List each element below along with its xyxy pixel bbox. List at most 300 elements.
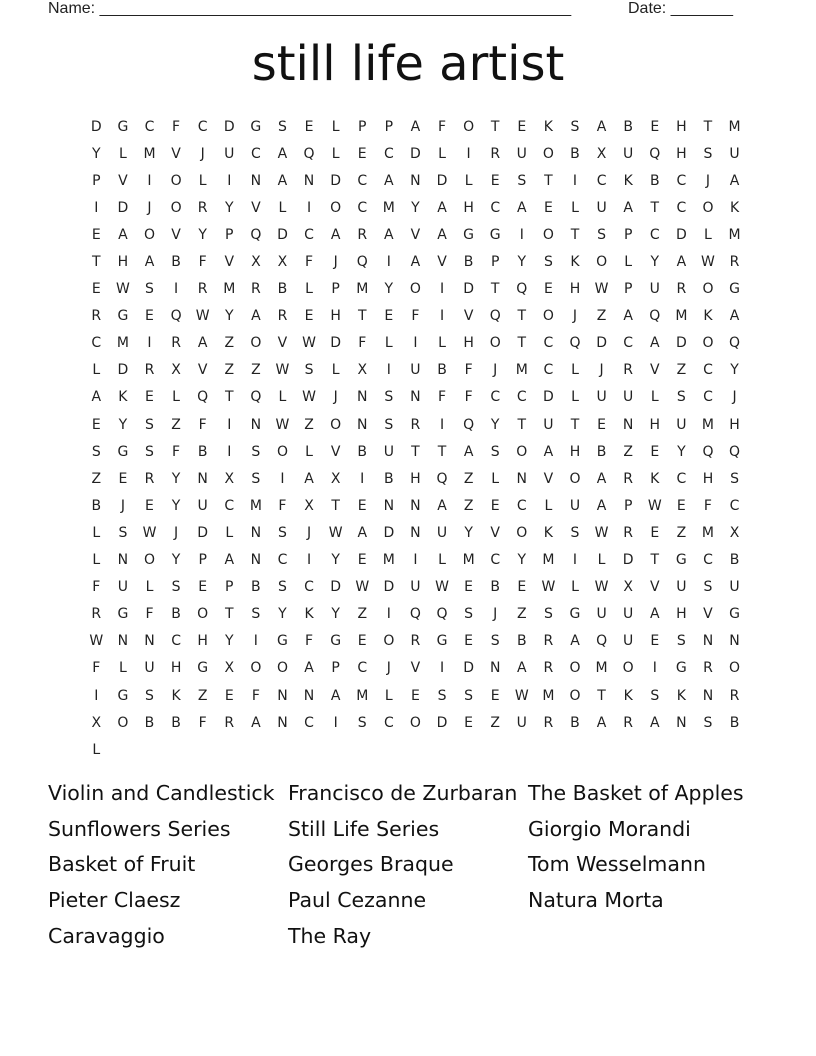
grid-letter[interactable]: J — [333, 254, 338, 271]
grid-letter[interactable]: O — [463, 118, 475, 135]
grid-letter[interactable]: O — [542, 145, 554, 162]
grid-letter[interactable]: M — [701, 416, 714, 433]
grid-letter[interactable]: J — [732, 389, 737, 406]
grid-letter[interactable]: S — [437, 687, 447, 704]
grid-letter[interactable]: H — [676, 145, 687, 162]
grid-letter[interactable]: L — [305, 443, 313, 460]
grid-letter[interactable]: P — [225, 579, 234, 596]
grid-letter[interactable]: D — [277, 226, 288, 243]
grid-letter[interactable]: K — [543, 118, 553, 135]
grid-letter[interactable]: E — [650, 524, 660, 541]
grid-letter[interactable]: U — [596, 389, 607, 406]
grid-letter[interactable]: M — [515, 362, 528, 379]
grid-letter[interactable]: E — [145, 497, 154, 514]
grid-letter[interactable]: K — [570, 254, 580, 271]
grid-letter[interactable]: Y — [118, 416, 128, 433]
grid-letter[interactable]: E — [145, 308, 154, 325]
grid-letter[interactable]: C — [171, 633, 181, 650]
grid-letter[interactable]: M — [728, 226, 741, 243]
grid-letter[interactable]: B — [197, 443, 208, 460]
grid-letter[interactable]: B — [570, 145, 580, 162]
grid-letter[interactable]: X — [171, 362, 181, 379]
grid-letter[interactable]: D — [223, 118, 235, 135]
grid-letter[interactable]: W — [701, 254, 715, 271]
grid-letter[interactable]: S — [384, 389, 394, 406]
grid-letter[interactable]: O — [702, 281, 714, 298]
grid-letter[interactable]: C — [703, 552, 713, 569]
grid-letter[interactable]: Y — [224, 633, 234, 650]
grid-letter[interactable]: A — [676, 254, 687, 271]
grid-letter[interactable]: L — [571, 362, 579, 379]
grid-letter[interactable]: C — [357, 660, 368, 677]
grid-letter[interactable]: L — [464, 172, 473, 189]
grid-letter[interactable]: Y — [730, 362, 739, 379]
grid-letter[interactable]: U — [516, 714, 527, 731]
grid-letter[interactable]: C — [277, 552, 288, 569]
grid-letter[interactable]: W — [594, 524, 609, 541]
grid-letter[interactable]: I — [572, 552, 578, 569]
grid-letter[interactable]: P — [358, 118, 367, 135]
grid-letter[interactable]: N — [117, 552, 129, 569]
grid-letter[interactable]: E — [224, 687, 234, 704]
grid-letter[interactable]: B — [171, 714, 181, 731]
grid-letter[interactable]: C — [516, 389, 527, 406]
grid-letter[interactable]: L — [278, 199, 287, 216]
grid-letter[interactable]: L — [198, 172, 207, 189]
grid-letter[interactable]: R — [171, 335, 181, 352]
grid-letter[interactable]: R — [729, 254, 740, 271]
grid-letter[interactable]: R — [197, 281, 208, 298]
grid-letter[interactable]: A — [330, 687, 341, 704]
grid-letter[interactable]: A — [197, 335, 208, 352]
grid-letter[interactable]: B — [437, 362, 447, 379]
grid-letter[interactable]: Y — [517, 254, 527, 271]
grid-letter[interactable]: C — [649, 226, 660, 243]
grid-letter[interactable]: V — [703, 606, 713, 623]
grid-letter[interactable]: F — [305, 254, 314, 271]
grid-letter[interactable]: P — [331, 281, 340, 298]
grid-letter[interactable]: U — [623, 389, 634, 406]
grid-letter[interactable]: Y — [92, 145, 101, 162]
grid-letter[interactable]: U — [676, 579, 687, 596]
grid-letter[interactable]: P — [92, 172, 101, 189]
grid-letter[interactable]: P — [490, 254, 500, 271]
grid-letter[interactable]: G — [436, 633, 448, 650]
grid-letter[interactable]: K — [623, 687, 633, 704]
grid-letter[interactable]: Z — [197, 687, 208, 704]
grid-letter[interactable]: K — [171, 687, 181, 704]
grid-letter[interactable]: I — [227, 443, 232, 460]
grid-letter[interactable]: K — [623, 172, 633, 189]
grid-letter[interactable]: D — [675, 335, 687, 352]
grid-letter[interactable]: I — [306, 552, 312, 569]
grid-letter[interactable]: B — [516, 633, 527, 650]
grid-letter[interactable]: S — [543, 254, 553, 271]
grid-letter[interactable]: M — [542, 687, 555, 704]
grid-letter[interactable]: R — [623, 524, 634, 541]
grid-letter[interactable]: F — [411, 308, 420, 325]
grid-letter[interactable]: N — [250, 524, 262, 541]
grid-letter[interactable]: C — [490, 389, 501, 406]
grid-letter[interactable]: Y — [490, 416, 500, 433]
grid-letter[interactable]: G — [117, 443, 129, 460]
grid-letter[interactable]: H — [649, 416, 661, 433]
grid-letter[interactable]: A — [596, 118, 607, 135]
grid-letter[interactable]: A — [118, 226, 128, 243]
grid-letter[interactable]: D — [543, 389, 554, 406]
grid-letter[interactable]: D — [436, 172, 448, 189]
grid-letter[interactable]: I — [386, 254, 391, 271]
grid-letter[interactable]: S — [251, 606, 261, 623]
grid-letter[interactable]: L — [278, 389, 287, 406]
grid-letter[interactable]: S — [384, 416, 394, 433]
grid-letter[interactable]: D — [197, 524, 209, 541]
grid-letter[interactable]: C — [224, 497, 235, 514]
grid-letter[interactable]: O — [409, 281, 421, 298]
grid-letter[interactable]: L — [225, 524, 234, 541]
grid-letter[interactable]: Q — [303, 145, 315, 162]
grid-letter[interactable]: D — [117, 362, 129, 379]
grid-letter[interactable]: N — [303, 172, 315, 189]
grid-letter[interactable]: S — [730, 470, 739, 487]
grid-letter[interactable]: V — [437, 254, 447, 271]
grid-letter[interactable]: W — [302, 335, 316, 352]
grid-letter[interactable]: A — [224, 552, 235, 569]
grid-letter[interactable]: G — [675, 660, 687, 677]
grid-letter[interactable]: M — [462, 552, 475, 569]
grid-letter[interactable]: X — [304, 497, 314, 514]
grid-letter[interactable]: D — [330, 172, 342, 189]
grid-letter[interactable]: U — [436, 524, 448, 541]
grid-letter[interactable]: R — [91, 606, 102, 623]
grid-letter[interactable]: T — [490, 118, 500, 135]
grid-letter[interactable]: R — [357, 226, 368, 243]
grid-letter[interactable]: C — [623, 335, 634, 352]
grid-letter[interactable]: M — [382, 552, 395, 569]
grid-letter[interactable]: H — [117, 254, 129, 271]
grid-letter[interactable]: T — [92, 254, 101, 271]
grid-letter[interactable]: O — [516, 524, 528, 541]
grid-letter[interactable]: R — [543, 660, 554, 677]
grid-letter[interactable]: W — [195, 308, 210, 325]
grid-letter[interactable]: N — [410, 172, 421, 189]
grid-letter[interactable]: V — [410, 226, 421, 243]
grid-letter[interactable]: Q — [436, 606, 448, 623]
grid-letter[interactable]: W — [594, 579, 609, 596]
grid-letter[interactable]: E — [490, 172, 500, 189]
grid-letter[interactable]: E — [357, 552, 367, 569]
grid-letter[interactable]: F — [145, 606, 154, 623]
grid-letter[interactable]: V — [171, 226, 181, 243]
grid-letter[interactable]: L — [650, 389, 659, 406]
grid-letter[interactable]: M — [701, 524, 714, 541]
grid-letter[interactable]: R — [144, 362, 155, 379]
grid-letter[interactable]: F — [251, 687, 260, 704]
grid-letter[interactable]: M — [675, 308, 688, 325]
grid-letter[interactable]: C — [729, 497, 740, 514]
grid-letter[interactable]: R — [729, 687, 740, 704]
grid-letter[interactable]: N — [622, 416, 634, 433]
grid-letter[interactable]: T — [517, 416, 527, 433]
grid-letter[interactable]: R — [623, 362, 634, 379]
grid-letter[interactable]: N — [277, 714, 288, 731]
grid-letter[interactable]: C — [543, 362, 554, 379]
grid-letter[interactable]: J — [599, 362, 604, 379]
grid-letter[interactable]: F — [172, 118, 181, 135]
grid-letter[interactable]: C — [357, 199, 368, 216]
grid-letter[interactable]: S — [251, 470, 261, 487]
grid-letter[interactable]: Y — [331, 606, 340, 623]
grid-letter[interactable]: L — [118, 145, 127, 162]
grid-letter[interactable]: X — [224, 470, 235, 487]
grid-letter[interactable]: Z — [251, 362, 261, 379]
grid-letter[interactable]: S — [118, 524, 128, 541]
grid-letter[interactable]: O — [596, 254, 608, 271]
grid-letter[interactable]: B — [144, 714, 155, 731]
grid-letter[interactable]: C — [304, 226, 314, 243]
grid-letter[interactable]: D — [463, 660, 474, 677]
grid-letter[interactable]: I — [439, 660, 445, 677]
grid-letter[interactable]: U — [596, 199, 607, 216]
grid-letter[interactable]: I — [147, 335, 152, 352]
grid-letter[interactable]: S — [304, 362, 314, 379]
grid-letter[interactable]: V — [649, 579, 660, 596]
grid-letter[interactable]: X — [357, 362, 368, 379]
grid-letter[interactable]: R — [623, 470, 634, 487]
grid-letter[interactable]: D — [622, 552, 634, 569]
grid-letter[interactable]: C — [304, 714, 314, 731]
grid-letter[interactable]: L — [438, 552, 446, 569]
grid-letter[interactable]: M — [116, 335, 129, 352]
grid-letter[interactable]: J — [333, 389, 338, 406]
grid-letter[interactable]: O — [702, 335, 714, 352]
grid-letter[interactable]: Q — [436, 470, 448, 487]
grid-letter[interactable]: B — [277, 281, 288, 298]
grid-letter[interactable]: I — [413, 335, 418, 352]
grid-letter[interactable]: G — [489, 226, 501, 243]
grid-letter[interactable]: R — [623, 714, 634, 731]
grid-letter[interactable]: H — [569, 443, 581, 460]
grid-letter[interactable]: Z — [676, 362, 687, 379]
grid-letter[interactable]: T — [411, 443, 420, 460]
grid-letter[interactable]: A — [384, 172, 394, 189]
grid-letter[interactable]: E — [676, 497, 686, 514]
grid-letter[interactable]: P — [623, 497, 633, 514]
grid-letter[interactable]: C — [490, 552, 501, 569]
grid-letter[interactable]: U — [623, 145, 634, 162]
grid-letter[interactable]: S — [650, 687, 660, 704]
grid-letter[interactable]: O — [489, 335, 501, 352]
grid-letter[interactable]: Q — [409, 606, 421, 623]
grid-letter[interactable]: H — [729, 416, 740, 433]
grid-letter[interactable]: G — [675, 552, 687, 569]
grid-letter[interactable]: L — [438, 335, 446, 352]
grid-letter[interactable]: G — [250, 118, 262, 135]
grid-letter[interactable]: I — [386, 362, 391, 379]
grid-letter[interactable]: V — [197, 362, 208, 379]
grid-letter[interactable]: Z — [224, 335, 235, 352]
grid-letter[interactable]: I — [652, 660, 657, 677]
grid-letter[interactable]: W — [594, 281, 609, 298]
grid-letter[interactable]: Q — [250, 389, 262, 406]
grid-letter[interactable]: A — [251, 308, 261, 325]
grid-letter[interactable]: T — [517, 335, 527, 352]
grid-letter[interactable]: E — [384, 308, 394, 325]
grid-letter[interactable]: W — [647, 497, 662, 514]
grid-letter[interactable]: J — [493, 606, 498, 623]
grid-letter[interactable]: S — [464, 606, 474, 623]
grid-letter[interactable]: X — [596, 145, 607, 162]
grid-letter[interactable]: L — [305, 281, 313, 298]
grid-letter[interactable]: Q — [729, 335, 741, 352]
grid-letter[interactable]: L — [331, 362, 340, 379]
grid-letter[interactable]: T — [544, 172, 553, 189]
grid-letter[interactable]: Y — [650, 254, 660, 271]
grid-letter[interactable]: Q — [569, 335, 581, 352]
grid-letter[interactable]: O — [250, 660, 262, 677]
grid-letter[interactable]: N — [410, 524, 421, 541]
grid-letter[interactable]: N — [702, 633, 714, 650]
grid-letter[interactable]: J — [572, 308, 578, 325]
grid-letter[interactable]: E — [91, 281, 101, 298]
grid-letter[interactable]: U — [596, 606, 607, 623]
grid-letter[interactable]: W — [514, 687, 529, 704]
grid-letter[interactable]: G — [117, 308, 129, 325]
grid-letter[interactable]: D — [383, 524, 395, 541]
grid-letter[interactable]: S — [676, 633, 686, 650]
grid-letter[interactable]: N — [197, 470, 208, 487]
grid-letter[interactable]: V — [224, 254, 235, 271]
grid-letter[interactable]: B — [623, 118, 633, 135]
grid-letter[interactable]: F — [437, 389, 447, 406]
grid-letter[interactable]: H — [330, 308, 341, 325]
grid-letter[interactable]: B — [251, 579, 261, 596]
grid-letter[interactable]: F — [172, 443, 181, 460]
grid-letter[interactable]: S — [357, 714, 367, 731]
grid-letter[interactable]: R — [197, 199, 208, 216]
grid-letter[interactable]: R — [250, 281, 261, 298]
grid-letter[interactable]: A — [437, 199, 447, 216]
grid-letter[interactable]: T — [650, 552, 660, 569]
grid-letter[interactable]: B — [570, 714, 580, 731]
grid-letter[interactable]: O — [143, 552, 155, 569]
grid-letter[interactable]: V — [649, 362, 660, 379]
grid-letter[interactable]: R — [676, 281, 687, 298]
grid-letter[interactable]: E — [543, 199, 553, 216]
grid-letter[interactable]: L — [92, 362, 101, 379]
grid-letter[interactable]: I — [147, 172, 152, 189]
grid-letter[interactable]: V — [410, 660, 421, 677]
grid-letter[interactable]: Z — [304, 416, 314, 433]
grid-letter[interactable]: U — [224, 145, 235, 162]
grid-letter[interactable]: Y — [224, 199, 234, 216]
grid-letter[interactable]: Q — [649, 308, 661, 325]
grid-letter[interactable]: Y — [517, 552, 527, 569]
grid-letter[interactable]: T — [224, 606, 234, 623]
grid-letter[interactable]: S — [464, 687, 474, 704]
grid-letter[interactable]: A — [304, 660, 314, 677]
grid-letter[interactable]: Z — [224, 362, 235, 379]
grid-letter[interactable]: H — [463, 335, 474, 352]
grid-letter[interactable]: P — [225, 226, 234, 243]
grid-letter[interactable]: D — [463, 281, 474, 298]
grid-letter[interactable]: X — [623, 579, 633, 596]
grid-letter[interactable]: E — [304, 308, 314, 325]
grid-letter[interactable]: B — [171, 606, 181, 623]
grid-letter[interactable]: A — [596, 470, 607, 487]
grid-letter[interactable]: R — [410, 633, 421, 650]
grid-letter[interactable]: L — [92, 741, 101, 758]
name-field[interactable]: Name: _____________________________________________________ — [48, 0, 572, 17]
grid-letter[interactable]: O — [729, 660, 741, 677]
grid-letter[interactable]: R — [543, 633, 554, 650]
grid-letter[interactable]: R — [703, 660, 713, 677]
grid-letter[interactable]: U — [144, 660, 155, 677]
grid-letter[interactable]: Z — [463, 470, 474, 487]
grid-letter[interactable]: H — [569, 281, 581, 298]
grid-letter[interactable]: G — [463, 226, 475, 243]
grid-letter[interactable]: U — [729, 579, 740, 596]
grid-letter[interactable]: R — [277, 308, 288, 325]
grid-letter[interactable]: O — [702, 199, 714, 216]
grid-letter[interactable]: W — [435, 579, 449, 596]
grid-letter[interactable]: S — [703, 579, 713, 596]
grid-letter[interactable]: E — [517, 579, 527, 596]
grid-letter[interactable]: T — [224, 389, 234, 406]
grid-letter[interactable]: R — [144, 470, 155, 487]
grid-letter[interactable]: L — [571, 199, 579, 216]
grid-letter[interactable]: N — [356, 389, 368, 406]
grid-letter[interactable]: J — [147, 199, 152, 216]
grid-letter[interactable]: I — [253, 633, 258, 650]
grid-letter[interactable]: Y — [171, 497, 181, 514]
grid-letter[interactable]: Y — [411, 199, 420, 216]
grid-letter[interactable]: Y — [171, 470, 181, 487]
grid-letter[interactable]: A — [144, 254, 155, 271]
grid-letter[interactable]: Y — [384, 281, 394, 298]
grid-letter[interactable]: L — [92, 552, 101, 569]
grid-letter[interactable]: W — [89, 633, 104, 650]
grid-letter[interactable]: E — [464, 714, 474, 731]
grid-letter[interactable]: I — [227, 416, 232, 433]
grid-letter[interactable]: A — [649, 714, 660, 731]
grid-letter[interactable]: Z — [357, 606, 368, 623]
grid-letter[interactable]: A — [623, 199, 633, 216]
grid-letter[interactable]: E — [464, 633, 474, 650]
grid-letter[interactable]: N — [410, 389, 421, 406]
grid-letter[interactable]: C — [91, 335, 102, 352]
grid-letter[interactable]: E — [597, 416, 606, 433]
grid-letter[interactable]: J — [306, 524, 312, 541]
grid-letter[interactable]: C — [596, 172, 607, 189]
grid-letter[interactable]: G — [117, 118, 129, 135]
grid-letter[interactable]: N — [516, 470, 528, 487]
grid-letter[interactable]: O — [117, 714, 129, 731]
grid-letter[interactable]: V — [463, 308, 474, 325]
grid-letter[interactable]: C — [703, 362, 713, 379]
grid-letter[interactable]: U — [516, 145, 527, 162]
grid-letter[interactable]: L — [544, 497, 553, 514]
grid-letter[interactable]: E — [91, 416, 101, 433]
grid-letter[interactable]: U — [543, 416, 554, 433]
grid-letter[interactable]: S — [278, 118, 287, 135]
grid-letter[interactable]: V — [251, 199, 261, 216]
grid-letter[interactable]: F — [92, 660, 101, 677]
grid-letter[interactable]: B — [649, 172, 660, 189]
grid-letter[interactable]: Q — [356, 254, 368, 271]
grid-letter[interactable]: B — [729, 714, 740, 731]
grid-letter[interactable]: K — [650, 470, 660, 487]
